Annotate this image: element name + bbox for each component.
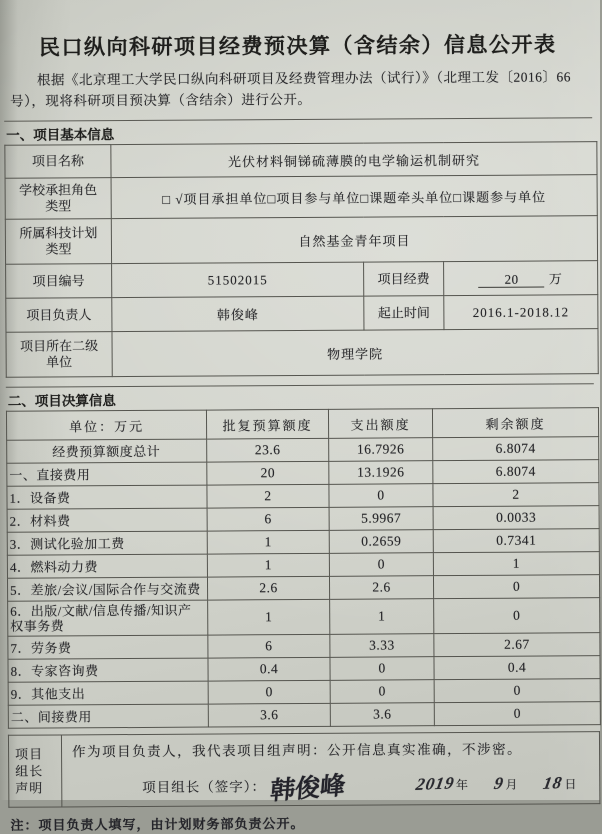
field-value-duration: 2016.1-2018.12 bbox=[444, 295, 598, 330]
date-day-unit: 日 bbox=[564, 777, 577, 792]
column-header-unit: 单位：万元 bbox=[6, 410, 206, 440]
field-value-leader: 韩俊峰 bbox=[112, 296, 364, 332]
field-label-funding: 项目经费 bbox=[364, 262, 444, 296]
field-value-project-name: 光伏材料铜锑硫薄膜的电学输运机制研究 bbox=[111, 142, 597, 178]
field-label-duration: 起止时间 bbox=[364, 296, 444, 330]
budget-spent: 3.33 bbox=[330, 634, 434, 658]
field-label-project-no: 项目编号 bbox=[6, 264, 112, 299]
section-basic-info-title: 一、项目基本信息 bbox=[4, 117, 592, 145]
field-value-funding bbox=[444, 261, 598, 296]
field-label-role-type: 学校承担角色类型 bbox=[5, 178, 111, 220]
declaration-label bbox=[8, 735, 61, 807]
table-row bbox=[8, 598, 600, 637]
budget-approved: 2 bbox=[207, 484, 329, 508]
field-label-secondary-unit: 项目所在二级单位 bbox=[6, 332, 112, 378]
field-value-project-no: 51502015 bbox=[112, 262, 364, 298]
declaration-body bbox=[61, 732, 599, 807]
funding-amount: 20 bbox=[479, 273, 545, 288]
table-row bbox=[8, 702, 600, 729]
budget-approved: 2.6 bbox=[207, 576, 329, 600]
budget-remaining: 0.4 bbox=[434, 656, 600, 680]
budget-remaining: 0.0033 bbox=[433, 506, 599, 530]
signature-label: 项目组长（签字）： bbox=[142, 779, 267, 795]
field-label-project-name: 项目名称 bbox=[5, 145, 111, 179]
budget-row-name: 7．劳务费 bbox=[8, 635, 208, 659]
declaration-label-text: 项目组长声明 bbox=[15, 746, 44, 796]
budget-row-name: 二、间接费用 bbox=[8, 704, 208, 728]
budget-spent: 0 bbox=[330, 657, 434, 681]
field-value-plan-type: 自然基金青年项目 bbox=[111, 216, 597, 264]
date-day bbox=[543, 773, 576, 793]
budget-remaining: 1 bbox=[433, 552, 599, 576]
field-label-leader: 项目负责人 bbox=[6, 298, 112, 333]
column-header-spent: 支出额度 bbox=[328, 409, 432, 439]
budget-approved: 1 bbox=[208, 599, 330, 635]
budget-approved: 23.6 bbox=[207, 438, 329, 462]
date-month-unit: 月 bbox=[505, 777, 518, 792]
table-row bbox=[5, 216, 597, 265]
budget-approved: 3.6 bbox=[208, 703, 330, 727]
budget-approved: 0 bbox=[208, 680, 330, 704]
declaration-statement: 作为项目负责人，我代表项目组声明：公开信息真实准确，不涉密。 bbox=[72, 741, 523, 760]
budget-row-name: 4．燃料动力费 bbox=[7, 554, 207, 578]
budget-row-name: 6．出版/文献/信息传播/知识产权事务费 bbox=[8, 600, 208, 636]
signature-row bbox=[72, 765, 591, 804]
budget-approved: 1 bbox=[207, 530, 329, 554]
field-value-role-type-checkboxes: □ √项目承担单位□项目参与单位□课题牵头单位□课题参与单位 bbox=[111, 175, 597, 219]
footnote: 注：项目负责人填写，由计划财务部负责公开。 bbox=[10, 815, 305, 833]
declaration-table bbox=[8, 731, 600, 808]
budget-spent: 0 bbox=[329, 553, 433, 577]
table-row bbox=[8, 732, 599, 808]
field-value-secondary-unit: 物理学院 bbox=[112, 329, 598, 377]
budget-remaining: 0 bbox=[433, 575, 599, 599]
budget-remaining: 0 bbox=[434, 598, 600, 634]
column-header-remaining: 剩余额度 bbox=[432, 408, 598, 438]
field-label-plan-type: 所属科技计划类型 bbox=[5, 219, 111, 265]
form-content bbox=[3, 0, 596, 834]
date-month-handwritten: 9 bbox=[492, 773, 506, 793]
budget-approved: 6 bbox=[207, 507, 329, 531]
page-title: 民口纵向科研项目经费预决算（含结余）信息公开表 bbox=[38, 32, 557, 60]
budget-approved: 1 bbox=[207, 553, 329, 577]
table-row bbox=[6, 329, 598, 378]
budget-row-name: 1．设备费 bbox=[7, 485, 207, 509]
budget-row-name: 8．专家咨询费 bbox=[8, 658, 208, 682]
table-row bbox=[6, 261, 598, 299]
date-month bbox=[494, 774, 518, 794]
budget-row-name: 经费预算额度总计 bbox=[7, 439, 207, 463]
budget-spent: 0 bbox=[329, 484, 433, 508]
budget-remaining: 2.67 bbox=[434, 633, 600, 657]
budget-approved: 6 bbox=[208, 634, 330, 658]
budget-spent: 16.7926 bbox=[329, 438, 433, 462]
column-header-approved: 批复预算额度 bbox=[206, 409, 328, 439]
table-row bbox=[6, 295, 598, 333]
budget-row-name: 9．其他支出 bbox=[8, 681, 208, 705]
budget-spent: 5.9967 bbox=[329, 507, 433, 531]
budget-approved: 0.4 bbox=[208, 657, 330, 681]
budget-header-row bbox=[6, 408, 598, 441]
date-year bbox=[416, 774, 468, 794]
budget-remaining: 6.8074 bbox=[433, 437, 599, 461]
date-year-handwritten: 2019 bbox=[414, 773, 456, 794]
table-row bbox=[5, 175, 597, 220]
budget-spent: 3.6 bbox=[330, 703, 434, 727]
budget-row-name: 一、直接费用 bbox=[7, 462, 207, 486]
basic-info-table bbox=[4, 141, 598, 378]
table-row bbox=[5, 142, 597, 179]
funding-unit: 万 bbox=[548, 271, 563, 287]
budget-remaining: 0.7341 bbox=[433, 529, 599, 553]
budget-row-name: 3．测试化验加工费 bbox=[7, 531, 207, 555]
budget-row-name: 5．差旅/会议/国际合作与交流费 bbox=[7, 577, 207, 601]
budget-spent: 2.6 bbox=[329, 576, 433, 600]
signature-handwriting: 韩俊峰 bbox=[268, 770, 347, 806]
budget-approved: 20 bbox=[207, 461, 329, 485]
budget-remaining: 2 bbox=[433, 483, 599, 507]
budget-row-name: 2．材料费 bbox=[7, 508, 207, 532]
budget-spent: 1 bbox=[330, 599, 434, 635]
date-day-handwritten: 18 bbox=[541, 773, 565, 793]
budget-remaining: 0 bbox=[434, 702, 600, 726]
budget-spent: 0 bbox=[330, 680, 434, 704]
date-year-unit: 年 bbox=[455, 777, 469, 793]
intro-paragraph: 根据《北京理工大学民口纵向科研项目及经费管理办法（试行）》（北理工发〔2016〕66号），现将科研项目预决算（含结余）进行公开。 bbox=[10, 69, 571, 109]
budget-remaining: 6.8074 bbox=[433, 460, 599, 484]
budget-table bbox=[6, 407, 601, 729]
budget-remaining: 0 bbox=[434, 679, 600, 703]
section-budget-title: 二、项目决算信息 bbox=[6, 383, 594, 411]
budget-spent: 13.1926 bbox=[329, 461, 433, 485]
budget-spent: 0.2659 bbox=[329, 530, 433, 554]
